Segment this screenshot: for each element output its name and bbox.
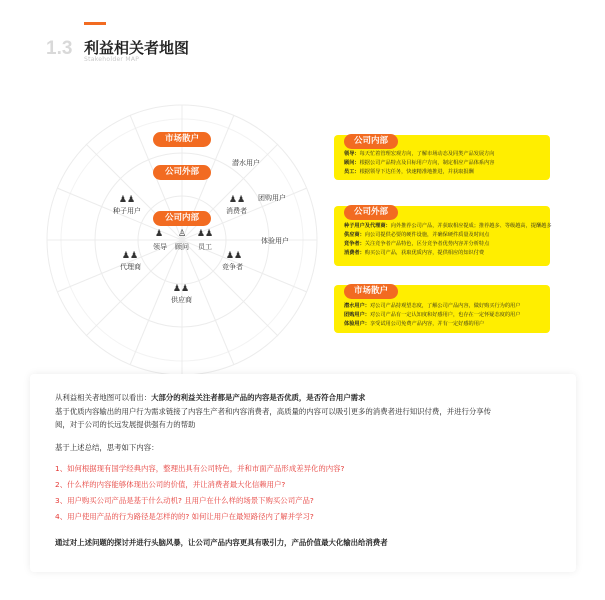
stakeholder-staff: 员工 xyxy=(198,243,212,251)
stakeholder-agents: 代理商 xyxy=(120,263,141,271)
question-item: 2、什么样的内容能够体现出公司的价值，并让消费者最大化信赖用户? xyxy=(55,480,286,489)
stakeholder-trial-users: 体验用户 xyxy=(261,237,289,245)
card-external xyxy=(334,206,550,266)
summary-prompt: 基于上述总结，思考如下内容： xyxy=(55,443,159,452)
ring-label-internal: 公司内部 xyxy=(153,211,211,226)
summary-conclusion: 通过对上述问题的探讨并进行头脑风暴，让公司产品内容更具有吸引力，产品价值最大化输出给消费者 xyxy=(55,538,388,547)
card-row: 团购用户：对公司产品有一定认知度和好感用户，也存在一定怀疑态度的用户 xyxy=(344,312,521,318)
stakeholder-suppliers: 供应商 xyxy=(171,296,192,304)
section-number: 1.3 xyxy=(46,38,73,59)
card-title: 市场散户 xyxy=(344,284,398,299)
card-row: 潜水用户：对公司产品持观望态度，了解公司产品内容，做好购买行为的用户 xyxy=(344,303,521,309)
group-icon: ♟♟ xyxy=(225,251,243,261)
card-row: 竞争者：关注竞争者产品特色，区分竞争者优势内容并分析特点 xyxy=(344,241,490,247)
question-item: 1、如何根据现有国学经典内容，整理出具有公司特色，并和市面产品形成差异化的内容? xyxy=(55,464,345,473)
summary-lead: 从利益相关者地图可以看出：大部分的利益关注者都是产品的内容是否优质，是否符合用户需求 xyxy=(55,393,366,402)
card-title: 公司内部 xyxy=(344,134,398,149)
stakeholder-group-buyers: 团购用户 xyxy=(258,194,286,202)
ring-label-market: 市场散户 xyxy=(153,132,211,147)
ring-label-external: 公司外部 xyxy=(153,165,211,180)
person-icon: ♟ xyxy=(154,229,164,239)
stakeholder-competitors: 竞争者 xyxy=(222,263,243,271)
question-item: 4、用户使用产品的行为路径是怎样的的? 如何让用户在最短路径内了解并学习? xyxy=(55,512,314,521)
card-row: 消费者：购买公司产品，获取优质内容，提供相应的知识付费 xyxy=(344,250,485,256)
card-internal xyxy=(334,135,550,180)
question-item: 3、用户购买公司产品是基于什么动机? 且用户在什么样的场景下购买公司产品? xyxy=(55,496,314,505)
person-icon: ♙ xyxy=(177,229,187,239)
stakeholder-leader: 领导 xyxy=(153,243,167,251)
summary-body: 阅，对于公司的长远发展提供强有力的帮助 xyxy=(55,420,196,429)
card-row: 顾问：根据公司产品特点及目标用户方向，制定相应产品体系内容 xyxy=(344,160,495,166)
group-icon: ♟♟ xyxy=(196,229,214,239)
stakeholder-lurkers: 潜水用户 xyxy=(232,159,260,167)
card-row: 供应商：向公司提供必要的硬件设施，并确保硬件质量及时间点 xyxy=(344,232,490,238)
group-icon: ♟♟ xyxy=(172,284,190,294)
stakeholder-seed-users: 种子用户 xyxy=(113,207,141,215)
stakeholder-advisor: 顾问 xyxy=(175,243,189,251)
group-icon: ♟♟ xyxy=(228,195,246,205)
page-subtitle: Stakeholder MAP xyxy=(84,56,140,63)
page-title: 利益相关者地图 xyxy=(84,39,190,57)
card-row: 种子用户及代理商：向外推荐公司产品，并获取相应提成；推荐越多、等级越高，提酬越多 xyxy=(344,223,552,229)
stakeholder-consumers: 消费者 xyxy=(226,207,247,215)
card-title: 公司外部 xyxy=(344,205,398,220)
card-market xyxy=(334,285,550,333)
group-icon: ♟♟ xyxy=(121,251,139,261)
group-icon: ♟♟ xyxy=(118,195,136,205)
card-row: 体验用户：享受试用公司免费产品内容，并有一定好感的用户 xyxy=(344,321,485,327)
card-row: 员工：根据领导下达任务，快速精准地推进，并获取报酬 xyxy=(344,169,474,175)
card-row: 领导：每天忙着管理宏观方向，了解市场动态及同类产品发展方向 xyxy=(344,151,495,157)
summary-body: 基于优质内容输出的用户行为需求链接了内容生产者和内容消费者，高质量的内容可以吸引更多的消费者进行知识付费，并进行分享传 xyxy=(55,407,492,416)
